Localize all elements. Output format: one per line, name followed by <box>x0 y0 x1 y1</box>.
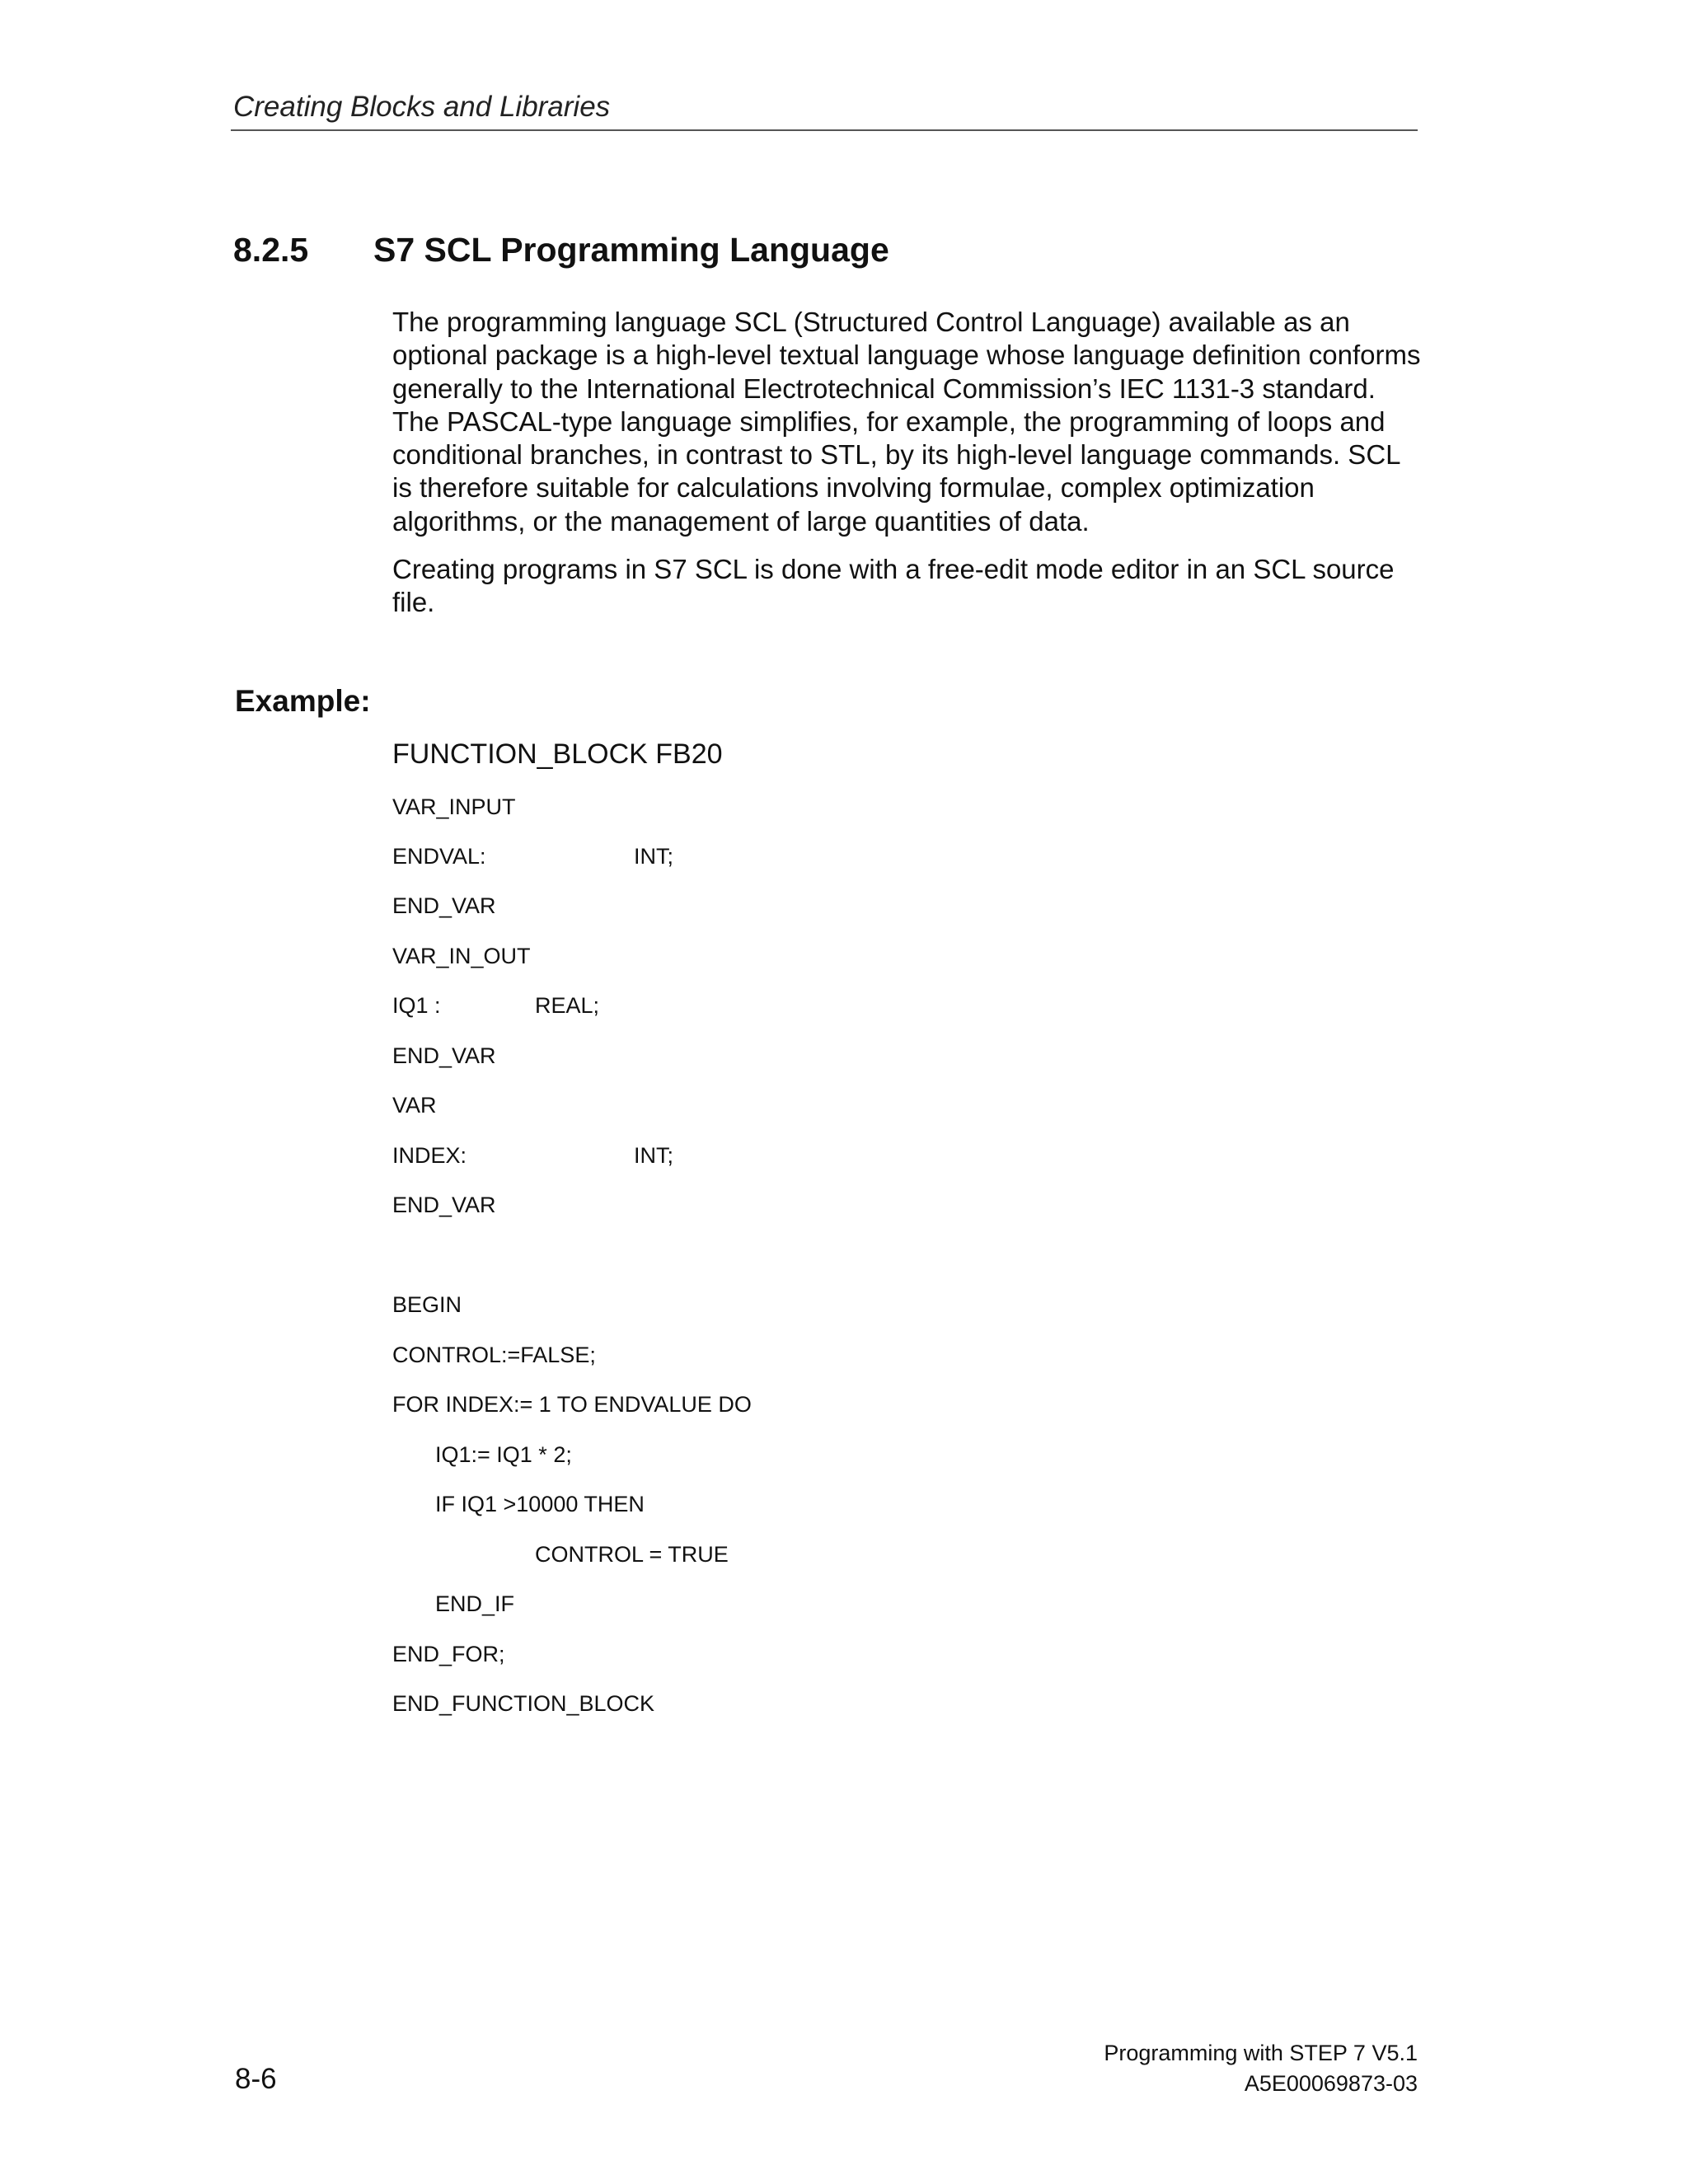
page-number: 8-6 <box>235 2063 277 2095</box>
code-line-end-var-1: END_VAR <box>392 893 496 918</box>
code-line-end-for: END_FOR; <box>392 1642 505 1666</box>
footer-manual-title: Programming with STEP 7 V5.1 <box>1104 2041 1418 2065</box>
footer-doc-id: A5E00069873-03 <box>1244 2071 1418 2096</box>
code-line-var: VAR <box>392 1093 437 1118</box>
code-line-control-true: CONTROL = TRUE <box>535 1542 729 1567</box>
code-line-for-loop: FOR INDEX:= 1 TO ENDVALUE DO <box>392 1392 752 1417</box>
code-line-control-false: CONTROL:=FALSE; <box>392 1343 596 1367</box>
code-title: FUNCTION_BLOCK FB20 <box>392 738 723 770</box>
code-line-iq1-type: REAL; <box>535 993 600 1018</box>
code-line-end-var-3: END_VAR <box>392 1193 496 1217</box>
code-line-var-in-out: VAR_IN_OUT <box>392 944 531 968</box>
code-line-end-var-2: END_VAR <box>392 1043 496 1068</box>
code-line-iq1-name: IQ1 : <box>392 993 441 1018</box>
header-rule <box>231 129 1418 131</box>
header-title: Creating Blocks and Libraries <box>233 91 611 123</box>
code-line-index-type: INT; <box>634 1143 674 1168</box>
code-line-iq1-assign: IQ1:= IQ1 * 2; <box>435 1442 572 1467</box>
code-line-end-if: END_IF <box>435 1591 515 1616</box>
section-number: 8.2.5 <box>233 231 309 269</box>
code-line-index-name: INDEX: <box>392 1143 467 1168</box>
example-label: Example: <box>235 684 371 718</box>
code-line-end-function-block: END_FUNCTION_BLOCK <box>392 1691 655 1716</box>
code-line-if-stmt: IF IQ1 >10000 THEN <box>435 1492 645 1516</box>
body-paragraph-1: The programming language SCL (Structured Control Language) available as an optional package is a high-level textual language whose language definition conforms generally to the International Electrotechnical Commission’s IEC 1131-3 standard. The PASCAL-type language simplifies, for example, the programming of loops and conditional branches, in contrast to STL, by its high-level language commands. SCL is therefore suitable for calculations involving formulae, complex optimization algorithms, or the management of large quantities of data. <box>392 307 1421 537</box>
section-title: S7 SCL Programming Language <box>373 231 889 269</box>
body-paragraph-2: Creating programs in S7 SCL is done with a free-edit mode editor in an SCL source file. <box>392 554 1395 618</box>
code-line-endval-name: ENDVAL: <box>392 844 486 869</box>
code-line-begin: BEGIN <box>392 1292 462 1317</box>
code-line-endval-type: INT; <box>634 844 674 869</box>
code-line-var-input: VAR_INPUT <box>392 794 516 819</box>
